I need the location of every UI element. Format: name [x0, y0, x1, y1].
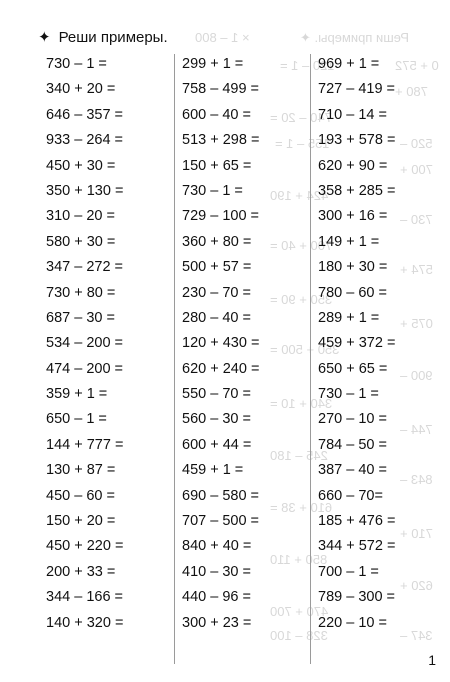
math-problem: 130 + 87 = — [46, 462, 116, 479]
math-problem: 660 – 70= — [318, 487, 383, 504]
math-problem: 758 – 499 = — [182, 81, 260, 98]
math-problem: 650 – 1 = — [46, 411, 107, 428]
math-problem: 620 + 240 = — [182, 360, 260, 377]
exercise-header — [38, 28, 168, 46]
math-problem: 120 + 430 = — [182, 335, 260, 352]
math-problem: 359 + 1 = — [46, 386, 108, 403]
math-problem: 727 – 419 = — [318, 81, 396, 98]
math-problem: 270 – 10 = — [318, 411, 387, 428]
math-problem: 534 – 200 = — [46, 335, 124, 352]
math-problem: 347 – 272 = — [46, 259, 124, 276]
problem-column-2 — [182, 52, 302, 636]
math-problem: 387 – 40 = — [318, 462, 387, 479]
math-problem: 350 + 130 = — [46, 182, 124, 199]
math-problem: 933 – 264 = — [46, 132, 124, 149]
math-problem: 310 – 20 = — [46, 208, 115, 225]
math-problem: 440 – 96 = — [182, 589, 251, 606]
math-problem: 969 + 1 = — [318, 56, 380, 72]
problem-column-1 — [46, 52, 166, 636]
math-problem: 230 – 70 = — [182, 284, 251, 301]
math-problem: 360 + 80 = — [182, 233, 252, 250]
math-problem: 289 + 1 = — [318, 309, 380, 326]
math-problem: 180 + 30 = — [318, 259, 388, 276]
math-problem: 730 – 1 = — [182, 182, 243, 199]
math-problem: 450 + 220 = — [46, 538, 124, 555]
math-problem: 185 + 476 = — [318, 513, 396, 530]
math-problem: 550 – 70 = — [182, 386, 251, 403]
math-problem: 280 – 40 = — [182, 309, 251, 326]
exercise-title: Реши примеры. — [58, 28, 168, 46]
math-problem: 500 + 57 = — [182, 259, 252, 276]
math-problem: 710 – 14 = — [318, 106, 387, 123]
math-problem: 707 – 500 = — [182, 513, 260, 530]
math-problem: 410 – 30 = — [182, 563, 251, 580]
math-problem: 784 – 50 = — [318, 436, 387, 453]
math-problem: 687 – 30 = — [46, 309, 115, 326]
math-problem: 730 – 1 = — [318, 386, 379, 403]
math-problem: 700 – 1 = — [318, 563, 379, 580]
math-problem: 358 + 285 = — [318, 182, 396, 199]
math-problem: 299 + 1 = — [182, 56, 244, 72]
math-problem: 729 – 100 = — [182, 208, 260, 225]
math-problem: 840 + 40 = — [182, 538, 252, 555]
math-problem: 193 + 578 = — [318, 132, 396, 149]
math-problem: 730 + 80 = — [46, 284, 116, 301]
math-problem: 580 + 30 = — [46, 233, 116, 250]
math-problem: 513 + 298 = — [182, 132, 260, 149]
page-number: 1 — [428, 652, 436, 668]
math-problem: 646 – 357 = — [46, 106, 124, 123]
math-problem: 450 – 60 = — [46, 487, 115, 504]
math-problem: 144 + 777 = — [46, 436, 124, 453]
math-problem: 730 – 1 = — [46, 56, 107, 72]
math-problem: 459 + 1 = — [182, 462, 244, 479]
math-problem: 344 – 166 = — [46, 589, 124, 606]
four-pointed-star-icon: ✦ — [38, 29, 51, 46]
math-problem: 450 + 30 = — [46, 157, 116, 174]
column-divider — [310, 54, 311, 664]
math-problem: 300 + 23 = — [182, 614, 252, 631]
problem-column-3 — [318, 52, 438, 636]
math-problem: 300 + 16 = — [318, 208, 388, 225]
column-divider — [174, 54, 175, 664]
math-problem: 789 – 300 = — [318, 589, 396, 606]
math-problem: 600 + 44 = — [182, 436, 252, 453]
math-problem: 150 + 65 = — [182, 157, 252, 174]
math-problem: 474 – 200 = — [46, 360, 124, 377]
math-problem: 150 + 20 = — [46, 513, 116, 530]
math-problem: 340 + 20 = — [46, 81, 116, 98]
math-problem: 459 + 372 = — [318, 335, 396, 352]
math-problem: 220 – 10 = — [318, 614, 387, 631]
math-problem: 200 + 33 = — [46, 563, 116, 580]
math-problem: 140 + 320 = — [46, 614, 124, 631]
math-problem: 690 – 580 = — [182, 487, 260, 504]
math-problem: 650 + 65 = — [318, 360, 388, 377]
math-problem: 620 + 90 = — [318, 157, 388, 174]
math-problem: 344 + 572 = — [318, 538, 396, 555]
math-problem: 600 – 40 = — [182, 106, 251, 123]
show-through-background: Реши примеры. ✦ × 1 – 800 0 + 572 120 – 1 = 780 + 740 – 20 = 520 – 155 – 1 = 700 + 424 + 190 730 – 700 + 40 = 574 + 350 + 90 = 075 + 350 + 500 = 900 – 340 + 10 = 744 – 245 – 180 843 – 610 + 38 = 710 + 850 + 110 620 + 470 + 700 347 – 328 – 100 — [195, 30, 439, 643]
math-problem: 780 – 60 = — [318, 284, 387, 301]
math-problem: 560 – 30 = — [182, 411, 251, 428]
math-problem: 149 + 1 = — [318, 233, 380, 250]
